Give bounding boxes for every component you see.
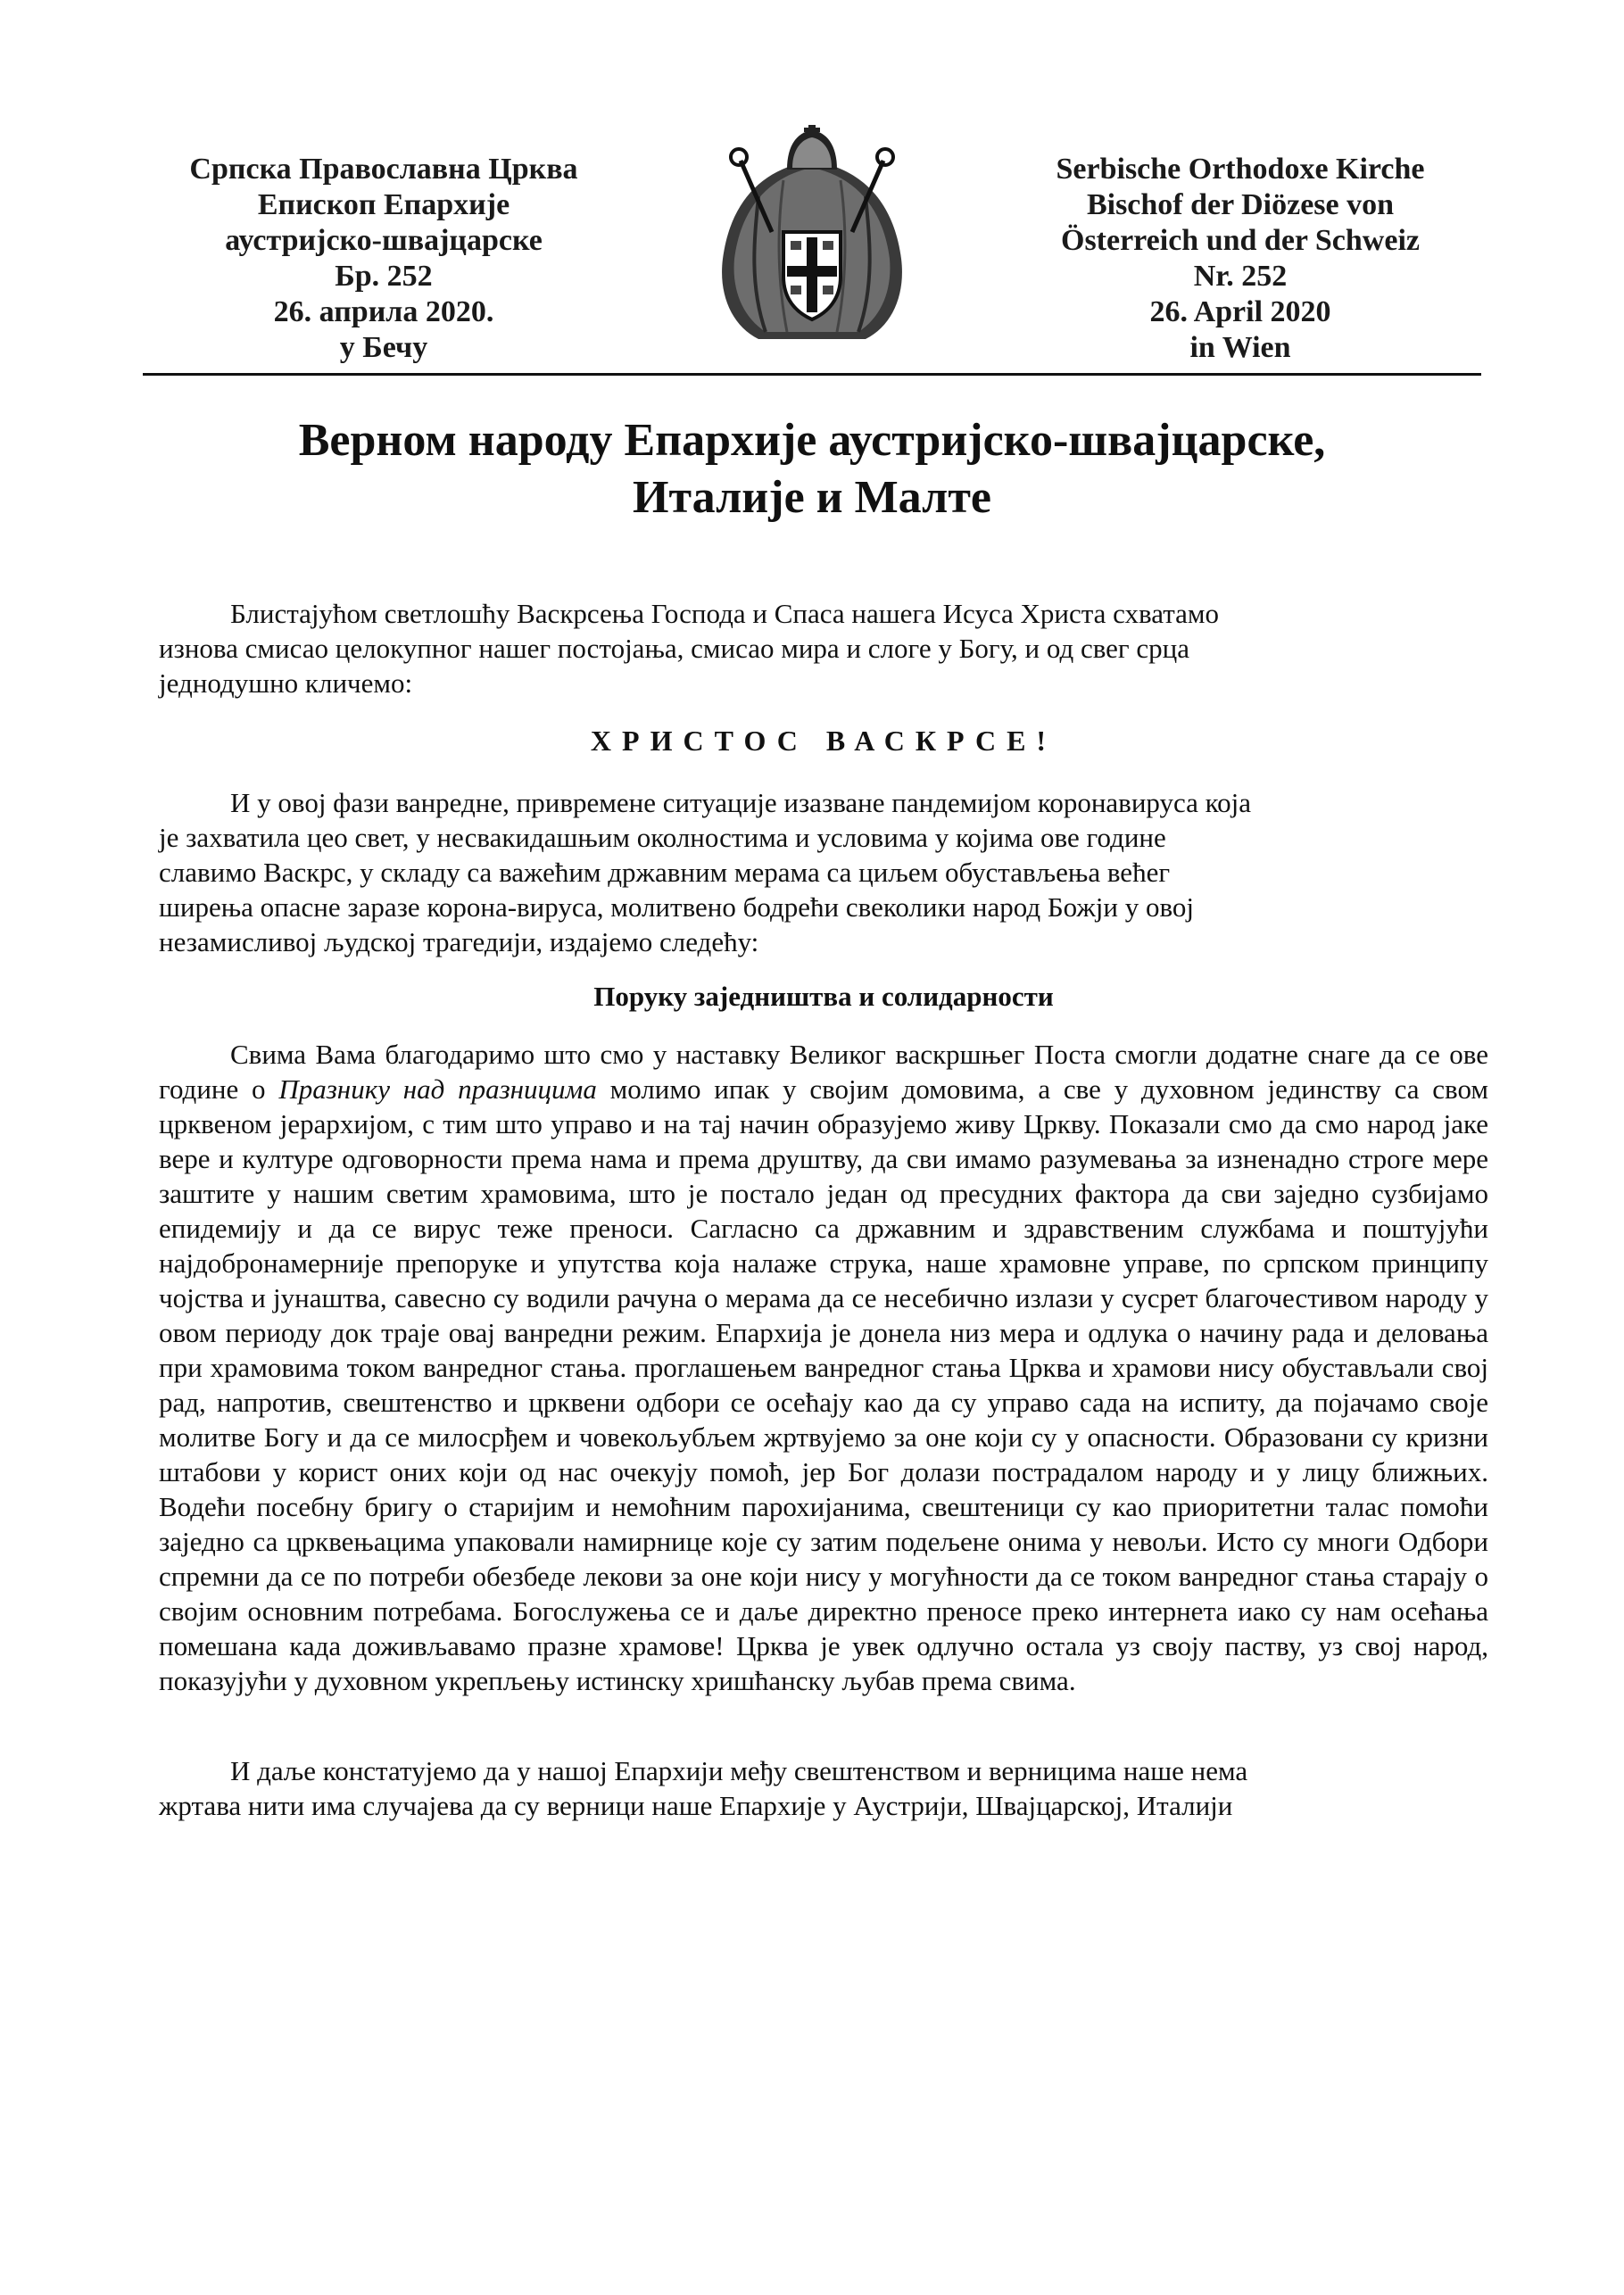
- document-place-de: in Wien: [1189, 331, 1291, 364]
- easter-acclamation: ХРИСТОС ВАСКРСЕ!: [590, 725, 1057, 757]
- situation-line-1: И у овој фази ванредне, привремене ситуације изазване пандемијом коронавируса која: [230, 787, 1252, 818]
- intro-line-2: изнова смисао целокупног нашег постојања, смисао мира и слоге у Богу, и од свег срца: [159, 633, 1190, 664]
- situation-line-3: славимо Васкрс, у складу са важећим државним мерама са циљем обустављења већег: [159, 857, 1171, 888]
- diocese-coat-of-arms-icon: [705, 125, 919, 348]
- feast-of-feasts-italic: Празнику над празницима: [278, 1073, 597, 1105]
- intro-line-3: једнодушно кличемо:: [159, 667, 413, 699]
- church-name: Српска Православна Црква: [189, 153, 578, 186]
- document-date-de: 26. April 2020: [1149, 295, 1331, 328]
- closing-paragraph: [159, 1753, 1488, 1823]
- message-subheading: Поруку заједништва и солидарности: [593, 981, 1054, 1012]
- letter-body: [159, 596, 1488, 1823]
- situation-paragraph: [159, 785, 1488, 959]
- closing-line-1: И даље констатујемо да у нашој Епархији међу свештенством и верницима наше нема: [230, 1755, 1248, 1786]
- situation-line-2: је захватила цео свет, у несвакидашњим околностима и условима у којима ове године: [159, 822, 1166, 853]
- bishop-title: Епископ Епархије: [257, 188, 510, 221]
- gratitude-text-rest: молимо ипак у својим домовима, а све у духовном јединству са свом црквеном јерархијом, с тим што управо и на тај начин образујемо живу Цркву. Показали смо да смо народ јаке вере и културе одговорности према нама и према друштву, да сви имамо разумевања за изненадно строге мере заштите у нашим светим храмовима, што је постало један од пресудних фактора да сви заједно сузбијамо епидемију и да се вирус теже преноси. Сагласно са државним и здравственим службама и поштујући најдобронамерније препоруке и упутства која налаже струка, наше храмовне управе, по српском принципу чојства и јунаштва, савесно су водили рачуна о мерама да се несебично излази у сусрет благочестивом народу у овом периоду док траје овај ванредни режим. Епархија је донела низ мера и одлука о начину рада и деловања при храмовима током ванредног стања. проглашењем ванредног стања Црква и храмови нису обустављали свој рад, напротив, свештенство и црквени одбори се осећају као да су управо сада на испиту, да појачамо своје молитве Богу и да се милосрђем и човекољубљем жртвујемо за оне који су у опасности. Образовани су кризни штабови у корист оних који од нас очекују помоћ, јер Бог долази пострадалом народу и у лицу ближњих. Водећи посебну бригу о старијим и немоћним парохијанима, свештеници су као приоритетни талас помоћи заједно са црквењацима упаковали намирнице које су затим подељене онима у невољи. Исто су многи Одбори спремни да се по потреби обезбеде лекови за оне који нису у могућности да се током ванредног стања старају о својим основним потребама. Богослужења се и даље директно преносе преко интернета иако су нам осећања помешана када доживљавамо празне храмове! Црква је увек одлучно остала уз своју паству, уз свој народ, показујући у духовном укрепљењу истинску хришћанску љубав према свима.: [159, 1073, 1488, 1696]
- bishop-title-de: Bischof der Diözese von: [1086, 188, 1395, 221]
- gratitude-paragraph: [159, 1037, 1488, 1698]
- document-number-de: Nr. 252: [1193, 260, 1288, 293]
- letterhead-german: [990, 152, 1490, 366]
- situation-line-5: незамисливој људској трагедији, издајемо следећу:: [159, 926, 759, 957]
- document-title: [143, 412, 1481, 526]
- gratitude-text-start: Свима Вама благодаримо што смо у наставку Великог васкршњег Поста смогли додатне снаге да се ове године о: [159, 1039, 1488, 1105]
- situation-line-4: ширења опасне заразе корона-вируса, молитвено бодрећи свеколики народ Божји у овој: [159, 891, 1195, 923]
- letterhead-divider: [143, 373, 1481, 376]
- intro-line-1: Блистајућом светлошћу Васкрсења Господа и Спаса нашега Исуса Христа схватамо: [230, 598, 1220, 629]
- church-name-de: Serbische Orthodoxe Kirche: [1056, 153, 1425, 186]
- diocese-name-de: Österreich und der Schweiz: [1061, 224, 1420, 257]
- document-number: Бр. 252: [335, 260, 433, 293]
- closing-line-2: жртава нити има случајева да су верници наше Епархије у Аустрији, Швајцарској, Италији: [159, 1790, 1233, 1821]
- title-line-2: Италије и Малте: [633, 472, 991, 523]
- document-place: у Бечу: [339, 331, 428, 364]
- letterhead-serbian: [134, 152, 634, 366]
- diocese-name: аустријско-швајцарске: [225, 224, 543, 257]
- title-line-1: Верном народу Епархије аустријско-швајцарске,: [298, 415, 1326, 466]
- document-date: 26. априла 2020.: [273, 295, 494, 328]
- intro-paragraph: [159, 596, 1488, 700]
